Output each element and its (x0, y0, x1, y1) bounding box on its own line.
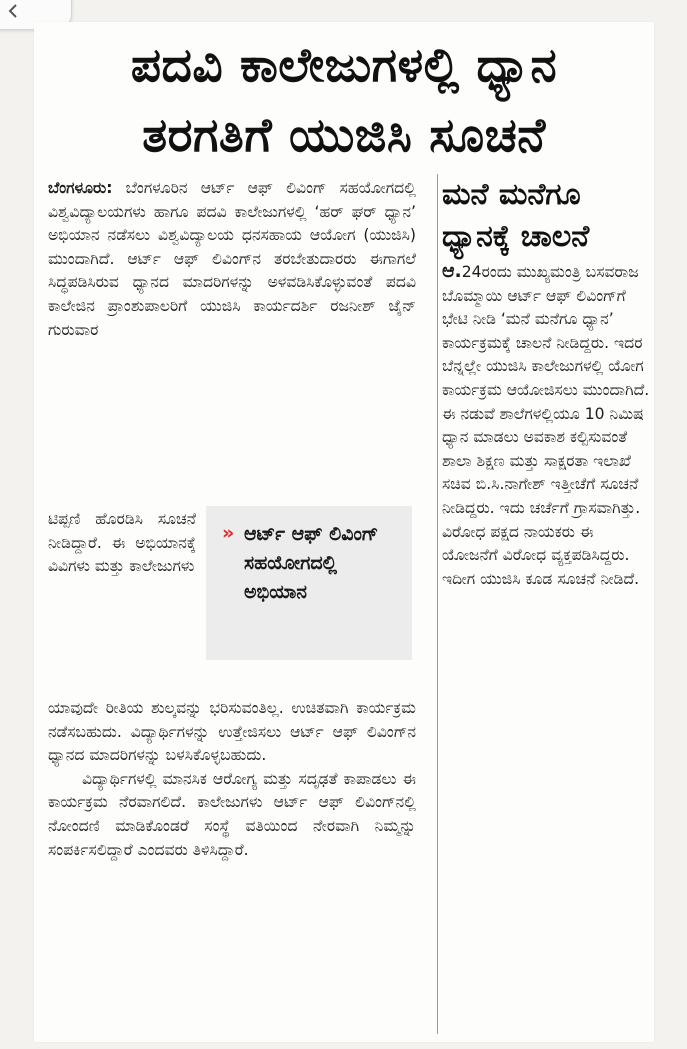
article-paragraph-2: ವಿದ್ಯಾರ್ಥಿಗಳಲ್ಲಿ ಮಾನಸಿಕ ಆರೋಗ್ಯ ಮತ್ತು ಸದೃಢತೆ ಕಾಪಾಡಲು ಈ ಕಾರ್ಯಕ್ರಮ ನೆರವಾಗಲಿದೆ. ಕಾಲೇಜುಗಳು ಆರ್ಟ್ ಆಫ್ ಲಿವಿಂಗ್‌ನಲ್ಲಿ ನೋಂದಣಿ ಮಾಡಿಕೊಂಡರೆ ಸಂಸ್ಥೆ ವತಿಯಿಂದ ನೇರವಾಗಿ ನಿಮ್ಮನ್ನು ಸಂಪರ್ಕಿಸಲಿದ್ದಾರೆ ಎಂದವರು ತಿಳಿಸಿದ್ದಾರೆ. (48, 769, 416, 859)
article-body-narrow (48, 508, 196, 579)
pull-quote-arrow-icon: » (222, 522, 235, 544)
headline-line-1: ಪದವಿ ಕಾಲೇಜುಗಳಲ್ಲಿ ಧ್ಯಾನ (130, 38, 558, 93)
column-divider (437, 174, 438, 1034)
pull-quote-box (206, 506, 412, 660)
article-paragraph-1-tail: ಯಾವುದೇ ರೀತಿಯ ಶುಲ್ಕವನ್ನು ಭರಿಸುವಂತಿಲ್ಲ. ಉಚಿತವಾಗಿ ಕಾರ್ಯಕ್ರಮ ನಡೆಸಬಹುದು. ವಿದ್ಯಾರ್ಥಿಗಳನ್ನು ಉತ್ತೇಜಿಸಲು ಆರ್ಟ್ ಆಫ್ ಲಿವಿಂಗ್‌ನ ಧ್ಯಾನದ ಮಾದರಿಗಳನ್ನು ಬಳಸಿಕೊಳ್ಳಬಹುದು. (48, 699, 416, 765)
sidebar-body (442, 260, 650, 591)
article-lead-text: ಬೆಂಗಳೂರಿನ ಆರ್ಟ್ ಆಫ್ ಲಿವಿಂಗ್ ಸಹಯೋಗದಲ್ಲಿ ವಿಶ್ವವಿದ್ಯಾಲಯಗಳು ಹಾಗೂ ಪದವಿ ಕಾಲೇಜುಗಳಲ್ಲಿ ‘ಹರ್ ಘರ್ ಧ್ಯಾನ’ ಅಭಿಯಾನ ನಡೆಸಲು ವಿಶ್ವವಿದ್ಯಾಲಯ ಧನಸಹಾಯ ಆಯೋಗ (ಯುಜಿಸಿ) ಮುಂದಾಗಿದೆ. ಆರ್ಟ್ ಆಫ್ ಲಿವಿಂಗ್‌ನ ತರಬೇತುದಾರರು ಈಗಾಗಲೆ ಸಿದ್ಧಪಡಿಸಿರುವ ಧ್ಯಾನದ ಮಾದರಿಗಳನ್ನು ಅಳವಡಿಸಿಕೊಳ್ಳುವಂತೆ ಪದವಿ ಕಾಲೇಜಿನ ಪ್ರಾಂಶುಪಾಲರಿಗೆ ಯುಜಿಸಿ ಕಾರ್ಯದರ್ಶಿ ರಜನೀಶ್ ಜೈನ್ ಗುರುವಾರ (48, 179, 416, 339)
sidebar-paragraph (442, 260, 650, 591)
byline: ಬೆಂಗಳೂರು: (48, 179, 113, 197)
pull-quote-text: ಆರ್ಟ್ ಆಫ್ ಲಿವಿಂಗ್ ಸಹಯೋಗದಲ್ಲಿ ಅಭಿಯಾನ (244, 523, 379, 603)
sidebar-text: 24ರಂದು ಮುಖ್ಯಮಂತ್ರಿ ಬಸವರಾಜ ಬೊಮ್ಮಾಯಿ ಆರ್ಟ್ ಆಫ್ ಲಿವಿಂಗ್‌ಗೆ ಭೇಟಿ ನೀಡಿ ‘ಮನೆ ಮನೆಗೂ ಧ್ಯಾನ’ ಕಾರ್ಯಕ್ರಮಕ್ಕೆ ಚಾಲನೆ ನೀಡಿದ್ದರು. ಇದರ ಬೆನ್ನಲ್ಲೇ ಯುಜಿಸಿ ಕಾಲೇಜುಗಳಲ್ಲಿ ಯೋಗ ಕಾರ್ಯಕ್ರಮ ಆಯೋಜಿಸಲು ಮುಂದಾಗಿದೆ. ಈ ನಡುವೆ ಶಾಲೆಗಳಲ್ಲಿಯೂ 10 ನಿಮಿಷ ಧ್ಯಾನ ಮಾಡಲು ಅವಕಾಶ ಕಲ್ಪಿಸುವಂತೆ ಶಾಲಾ ಶಿಕ್ಷಣ ಮತ್ತು ಸಾಕ್ಷರತಾ ಇಲಾಖೆ ಸಚಿವ ಬಿ.ಸಿ.ನಾಗೇಶ್ ಇತ್ತೀಚೆಗೆ ಸೂಚನೆ ನೀಡಿದ್ದರು. ಇದು ಚರ್ಚೆಗೆ ಗ್ರಾಸವಾಗಿತ್ತು. ವಿರೋಧ ಪಕ್ಷದ ನಾಯಕರು ಈ ಯೋಜನೆಗೆ ವಿರೋಧ ವ್ಯಕ್ತಪಡಿಸಿದ್ದರು. ಇದೀಗ ಯುಜಿಸಿ ಕೂಡ ಸೂಚನೆ ನೀಡಿದೆ. (442, 263, 650, 588)
sidebar-dateline: ಆ. (442, 260, 462, 282)
article-narrow-text: ಟಿಪ್ಪಣಿ ಹೊರಡಿಸಿ ಸೂಚನೆ ನೀಡಿದ್ದಾರೆ. ಈ ಅಭಿಯಾನಕ್ಕೆ ವಿವಿಗಳು ಮತ್ತು ಕಾಲೇಜುಗಳು (48, 510, 196, 576)
article-body-bottom (48, 697, 416, 862)
newspaper-clipping (34, 22, 654, 1042)
sidebar-headline: ಮನೆ ಮನೆಗೂ ಧ್ಯಾನಕ್ಕೆ ಚಾಲನೆ (442, 177, 590, 254)
headline-line-2: ತರಗತಿಗೆ ಯುಜಿಸಿ ಸೂಚನೆ (142, 108, 546, 163)
article-paragraph-1 (48, 177, 416, 342)
article-body-top (48, 177, 416, 342)
chevron-left-icon (5, 3, 21, 19)
